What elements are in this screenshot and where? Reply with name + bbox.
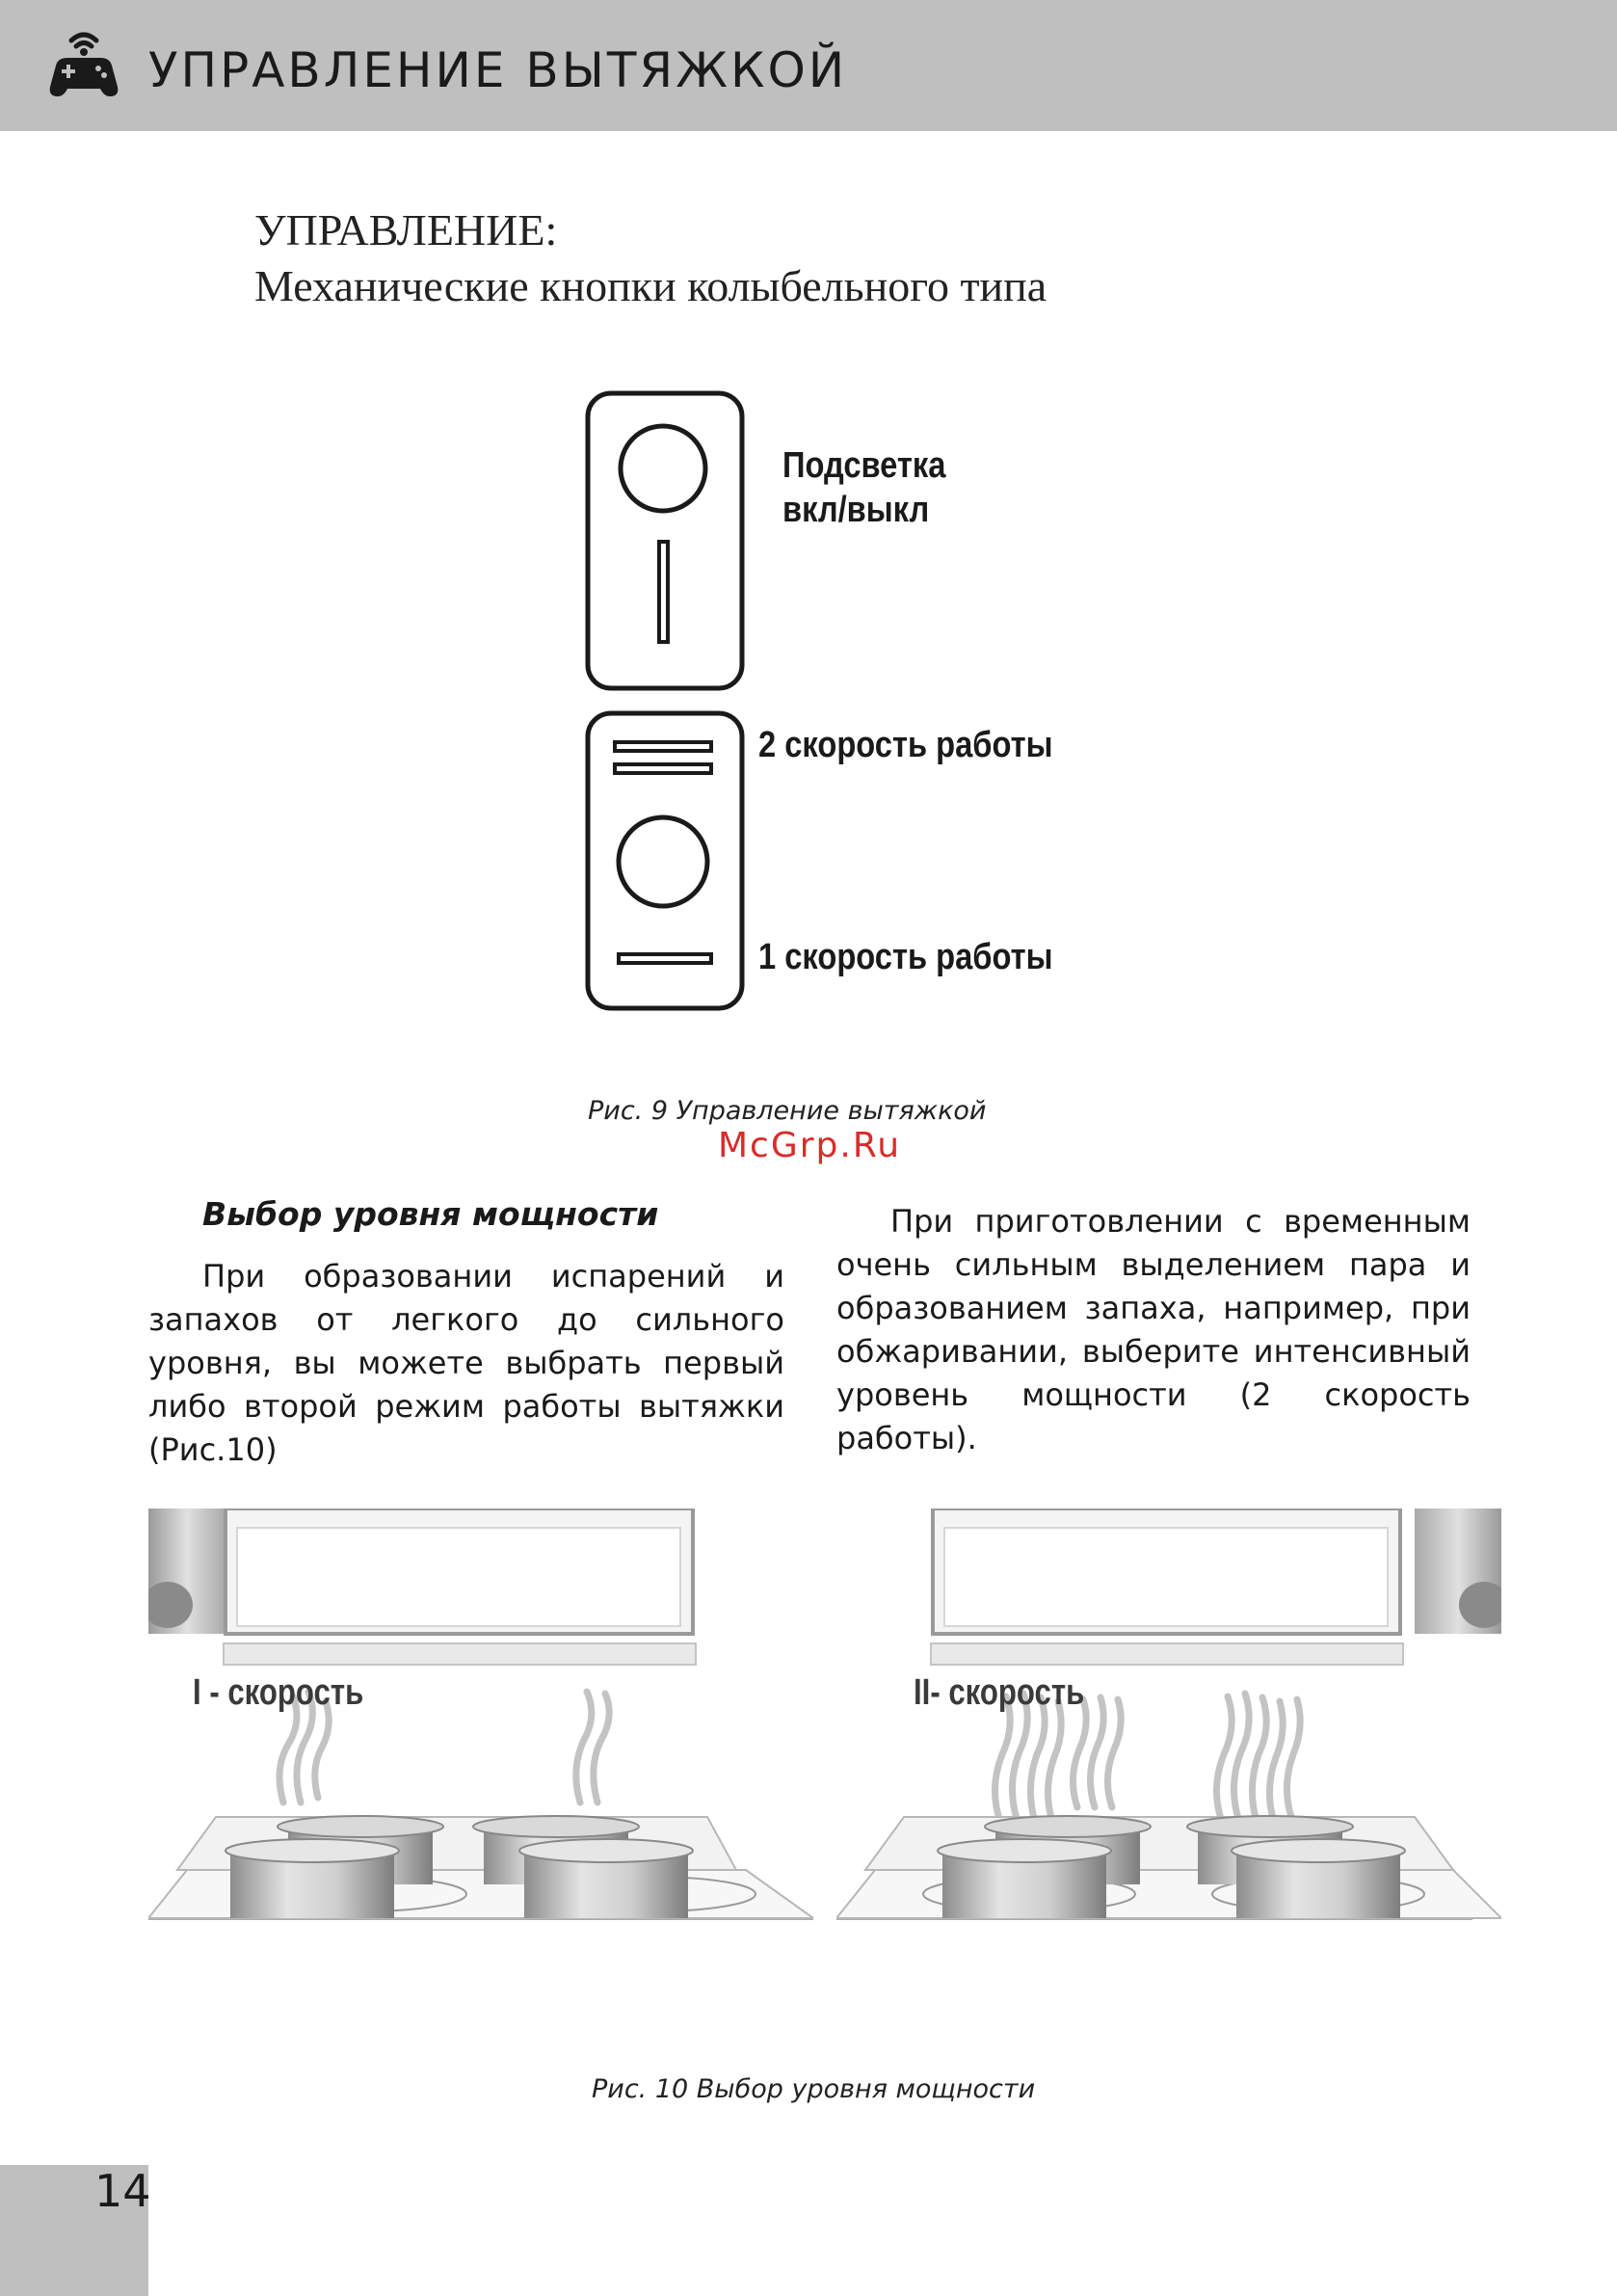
title-line-1: УПРАВЛЕНИЕ: [254, 205, 558, 254]
page-header-title: УПРАВЛЕНИЕ ВЫТЯЖКОЙ [148, 42, 848, 98]
label-light-on-off [782, 443, 945, 532]
document-title [254, 202, 1047, 314]
label-speed-2: 2 скорость работы [758, 725, 1053, 765]
figure-10-caption: Рис. 10 Выбор уровня мощности [592, 2074, 1036, 2104]
speed-2-lines-icon [615, 742, 711, 751]
page-number: 14 [94, 2165, 151, 2217]
label-light-line-1: Подсветка [782, 445, 946, 486]
speed-2-illustration [836, 1508, 1501, 1925]
title-line-2: Механические кнопки колыбельного типа [254, 261, 1047, 310]
label-light-line-2: вкл/выкл [782, 490, 930, 530]
section-heading: Выбор уровня мощности [202, 1195, 659, 1233]
right-paragraph: При приготовлении с временным очень сильным выделением пара и образованием запаха, например, при обжаривании, выберите интенсивный уровень мощности (2 скорость работы). [836, 1203, 1471, 1456]
left-paragraph: При образовании испарений и запахов от легкого до сильного уровня, вы можете выбрать первый либо второй режим работы вытяжки (Рис.10) [148, 1258, 784, 1468]
on-line-icon [659, 542, 668, 642]
speed-1-line-icon [619, 954, 711, 963]
speed-1-illustration [148, 1508, 813, 1925]
figure-9-rocker-buttons [578, 386, 1079, 1022]
figure-9-caption: Рис. 9 Управление вытяжкой [588, 1096, 987, 1126]
scene-speed-2 [836, 1508, 1501, 1925]
gamepad-remote-icon [46, 27, 121, 102]
header-bar [0, 0, 1617, 131]
label-speed-1: 1 скорость работы [758, 937, 1053, 977]
watermark-link: McGrp.Ru [718, 1126, 902, 1165]
speed-2-label: II- скорость [914, 1672, 1085, 1713]
speed-1-label: I - скорость [193, 1672, 364, 1713]
scene-speed-1 [148, 1508, 813, 1925]
